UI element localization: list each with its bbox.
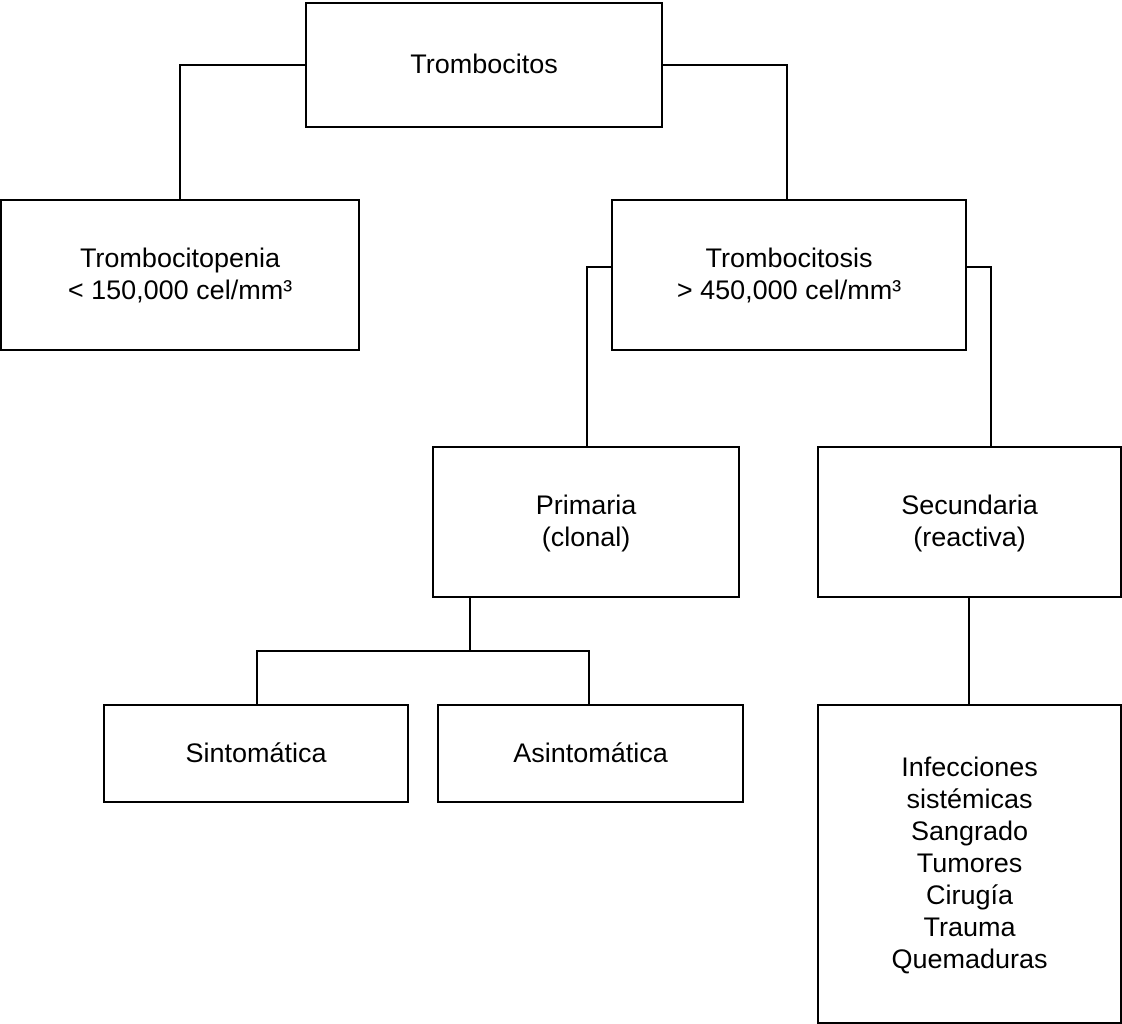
node-secundaria[interactable] — [817, 446, 1122, 598]
node-sintomatica-line-1: Sintomática — [185, 737, 327, 768]
edge-trombocitos-trombocitopenia-horizontal — [179, 64, 307, 66]
node-trombocitosis-line-2: > 450,000 cel/mm³ — [676, 275, 902, 305]
edge-trombocitosis-secundaria-horizontal — [965, 266, 992, 268]
node-trombocitosis-line-1: Trombocitosis — [705, 243, 873, 274]
node-sintomatica[interactable] — [103, 704, 409, 803]
node-trombocitos-line-1: Trombocitos — [410, 49, 558, 80]
node-secundaria-line-2: (reactiva) — [913, 522, 1026, 552]
edge-primaria-sintomatica-vertical — [256, 650, 258, 706]
edge-trombocitos-trombocitopenia-vertical — [179, 64, 181, 201]
node-asintomatica-line-1: Asintomática — [513, 737, 668, 768]
edge-primaria-asintomatica-vertical — [588, 650, 590, 706]
node-causas-line-1: Infecciones — [901, 752, 1038, 783]
node-causas-line-7: Quemaduras — [891, 943, 1048, 974]
node-causas-secundarias[interactable] — [817, 704, 1122, 1024]
node-causas-line-6: Trauma — [923, 911, 1016, 942]
node-trombocitosis[interactable] — [611, 199, 967, 351]
node-causas-line-5: Cirugía — [925, 879, 1014, 910]
edge-primaria-children-horizontal — [256, 650, 590, 652]
node-trombocitopenia[interactable] — [0, 199, 360, 351]
edge-trombocitosis-primaria-horizontal — [586, 266, 613, 268]
node-primaria[interactable] — [432, 446, 740, 598]
node-primaria-line-1: Primaria — [535, 490, 637, 521]
node-trombocitopenia-line-2: < 150,000 cel/mm³ — [67, 275, 293, 305]
node-trombocitopenia-line-1: Trombocitopenia — [79, 243, 281, 274]
node-causas-line-3: Sangrado — [910, 816, 1029, 847]
edge-trombocitos-trombocitosis-horizontal — [661, 64, 788, 66]
edge-trombocitosis-secundaria-vertical — [990, 266, 992, 448]
node-causas-line-2: sistémicas — [906, 784, 1033, 815]
node-primaria-line-2: (clonal) — [541, 522, 631, 552]
edge-primaria-stem-vertical — [469, 596, 471, 652]
node-asintomatica[interactable] — [437, 704, 744, 803]
node-secundaria-line-1: Secundaria — [901, 490, 1038, 521]
node-causas-line-4: Tumores — [916, 848, 1023, 879]
node-trombocitos[interactable] — [305, 2, 663, 128]
edge-trombocitosis-primaria-vertical — [586, 266, 588, 448]
edge-trombocitos-trombocitosis-vertical — [786, 64, 788, 201]
edge-secundaria-causas-vertical — [968, 596, 970, 706]
